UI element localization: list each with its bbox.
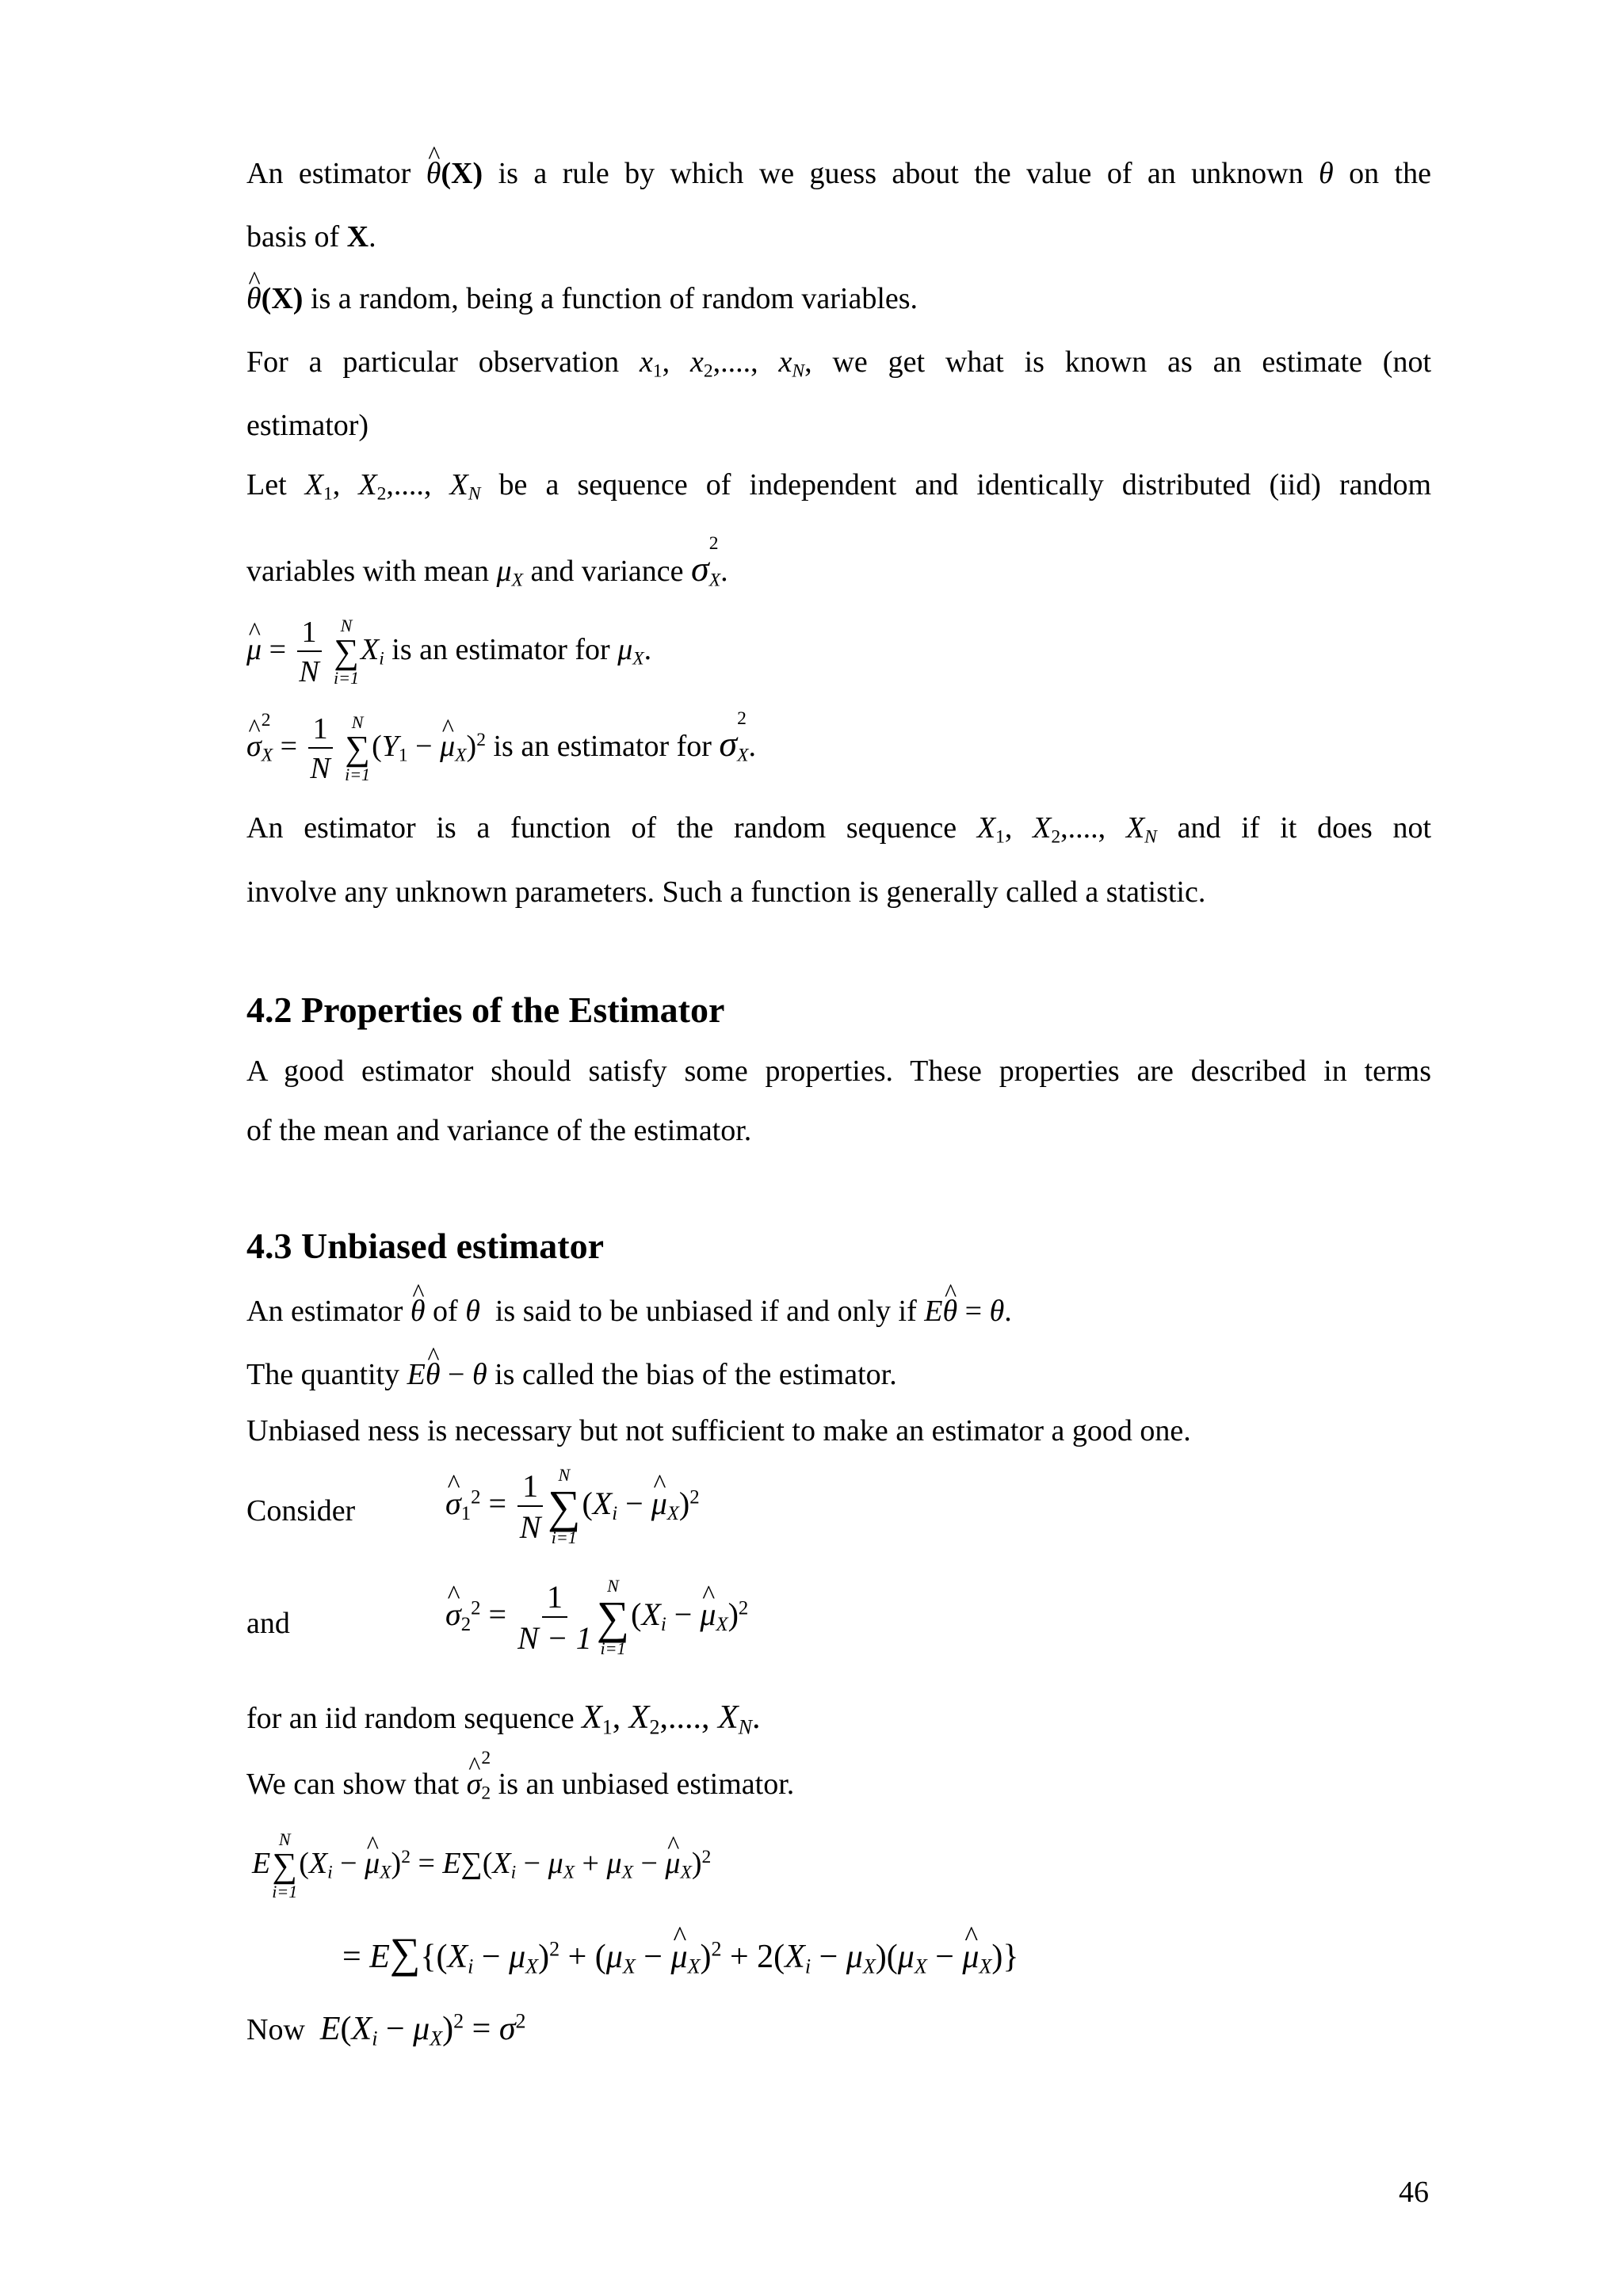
text: An estimator	[246, 1295, 403, 1328]
and-label: and	[246, 1607, 290, 1640]
sigma2-equation: ^ $\sigma_2^2$ = $\frac{1}{N - 1}$ N ∑ i=1 ($X_i$ − ^ $\mu_X)^2$	[445, 1577, 748, 1658]
text: be a sequence of independent and identically distributed (iid) random	[498, 468, 1432, 502]
section-4-2-line-2: of the mean and variance of the estimator.	[246, 1114, 752, 1147]
text: basis of	[246, 220, 340, 254]
text: and variance	[530, 555, 684, 588]
text: is called the bias of the estimator.	[495, 1358, 897, 1391]
text: is a random, being a function of random variables.	[310, 282, 918, 315]
intro-line-4	[246, 345, 1432, 382]
section-4-3-line-2: The quantity E^ θ − θ is called the bias of the estimator.	[246, 1360, 897, 1390]
intro-line-7: variables with mean $\mu_X$ and variance σ 2 $_X$.	[246, 533, 728, 591]
text: An estimator	[246, 157, 411, 190]
intro-line-2: basis of X.	[246, 220, 376, 254]
text: and if it does not	[1177, 811, 1432, 845]
text: Now	[246, 2013, 305, 2046]
text: on the	[1349, 157, 1431, 190]
theta-symbol: θ	[1319, 157, 1334, 190]
intro-line-8: An estimator is a function of the random sequence $X_1$, $X_2$,...., $X_N$ and if it does not	[246, 811, 1432, 848]
page-number: 46	[1399, 2176, 1429, 2209]
section-4-3-line-1: An estimator ^ θ of θ is said to be unbiased if and only if E^ θ = θ.	[246, 1296, 1012, 1326]
text: we get what is known as an estimate (not	[832, 345, 1432, 379]
section-4-3-heading: 4.3 Unbiased estimator	[246, 1226, 605, 1266]
expectation-equation-2: = $E\sum\{(X_i - \mu_X)^2 + (\mu_X$ − ^ $\mu_X)^2 + 2(X_i - \mu_X)(\mu_X$ − ^ $\mu_X$)}	[342, 1932, 1019, 1974]
iid-sequence-line: for an iid random sequence $X_1$, $X_2$,...., $X_N$.	[246, 1699, 761, 1739]
text: is an estimator for	[493, 729, 712, 763]
intro-line-1	[246, 158, 1431, 189]
section-4-3-line-3: Unbiased ness is necessary but not sufficient to make an estimator a good one.	[246, 1414, 1191, 1447]
text: is an unbiased estimator.	[498, 1768, 795, 1801]
text: of	[433, 1295, 458, 1328]
intro-line-6	[246, 468, 1432, 505]
consider-label: Consider	[246, 1494, 356, 1527]
text: for an iid random sequence	[246, 1702, 575, 1735]
text: The quantity	[246, 1358, 400, 1391]
random-sequence: $X_1$, $X_2$,...., $X_N$	[304, 468, 481, 505]
text: For a particular observation	[246, 345, 620, 379]
intro-line-3: ^ θ(X) is a random, being a function of random variables.	[246, 284, 918, 314]
text: variables with mean	[246, 555, 490, 588]
variance-estimator-equation: ^ σ 2 $_X$ = $\frac{1}{N}$ N ∑ i=1 ($Y_1$ − ^ $\mu_X)^2$ is an estimator for σ 2 $_X$.	[246, 713, 756, 784]
mean-estimator-equation: ^ μ = $\frac{1}{N}$ N ∑ i=1 $X_i$ is an estimator for $\mu_X$.	[246, 616, 651, 688]
intro-line-9: involve any unknown parameters. Such a function is generally called a statistic.	[246, 875, 1206, 909]
section-4-2-line-1: A good estimator should satisfy some properties. These properties are described in terms	[246, 1055, 1431, 1088]
x-symbol: X	[346, 220, 369, 254]
sigma1-equation: ^ $\sigma_1^2$ = $\frac{1}{N}$ N ∑ i=1 ($X_i$ − ^ $\mu_X)^2$	[445, 1466, 700, 1547]
text: Let	[246, 468, 287, 502]
text: is an estimator for	[391, 632, 610, 666]
unbiased-claim-line: We can show that ^ σ 2 $_2$ is an unbiased estimator.	[246, 1769, 794, 1799]
text: We can show that	[246, 1768, 460, 1801]
text: is said to be unbiased if and only if	[495, 1295, 917, 1328]
expectation-equation-1: E N ∑ i=1 ($X_i$ − ^ $\mu_X)^2 = E\sum(X_i - \mu_X + \mu_X$ − ^ $\mu_X)^2$	[252, 1830, 711, 1901]
intro-line-5: estimator)	[246, 409, 369, 442]
text: is a rule by which we guess about the value of an unknown	[498, 157, 1304, 190]
section-4-2-heading: 4.2 Properties of the Estimator	[246, 990, 725, 1030]
observation-sequence: $x_1$, $x_2$,...., $x_N$,	[639, 345, 812, 382]
now-equation: Now $E(X_i - \mu_X)^2 = \sigma^2$	[246, 2009, 526, 2050]
estimator-symbol: ^ θ(X)	[426, 157, 483, 190]
text: An estimator is a function of the random sequence	[246, 811, 957, 845]
